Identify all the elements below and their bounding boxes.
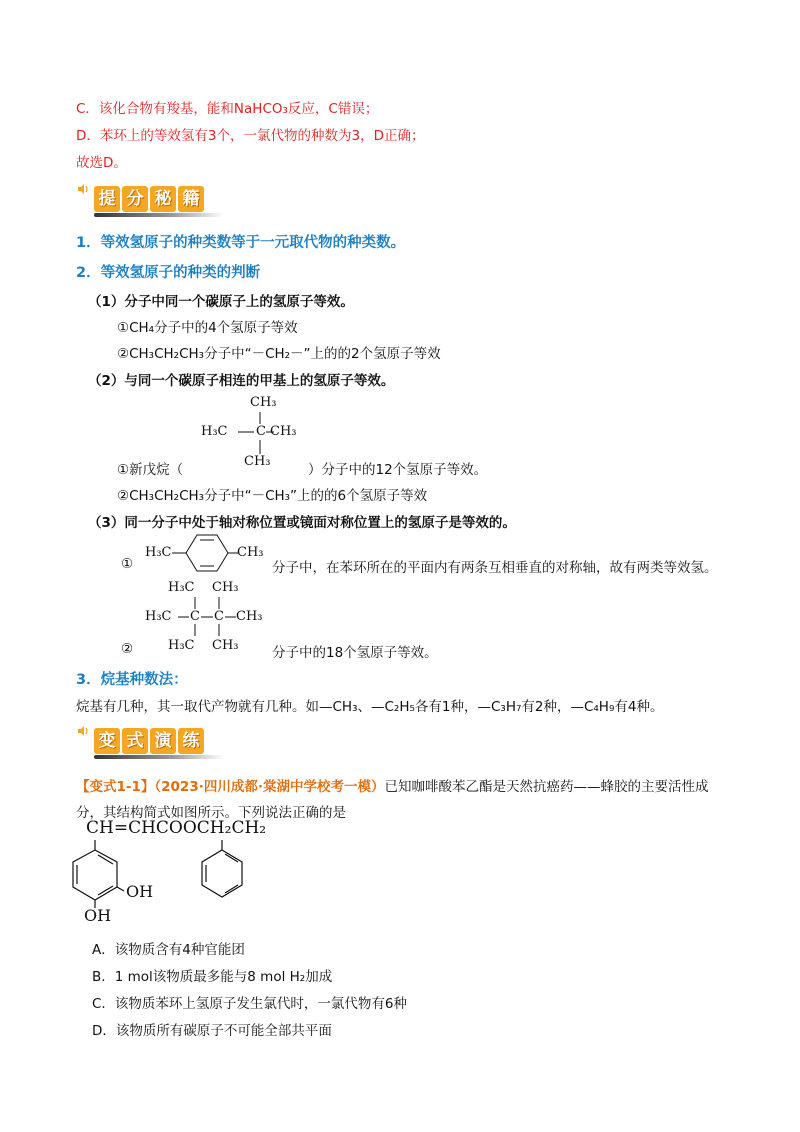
tip-heading-1: 1．等效氢原子的种类数等于一元取代物的种类数。	[76, 235, 406, 251]
speaker-icon	[76, 182, 90, 196]
tip-sub-2b: ②CH₃CH₂CH₃分子中“－CH₃”上的的6个氢原子等效	[117, 488, 428, 504]
question-line-1	[76, 775, 708, 795]
option-c[interactable]: C．该物质苯环上氢原子发生氯代时，一氯代物有6种	[92, 996, 408, 1012]
neopentane-right: CH₃	[270, 424, 297, 439]
neopentane-top: CH₃	[250, 395, 277, 410]
tip-sub-3a-text: 分子中，在苯环所在的平面内有两条互相垂直的对称轴，故有两类等效氢。	[272, 560, 718, 576]
banner-underline	[94, 755, 224, 759]
option-d[interactable]: D．该物质所有碳原子不可能全部共平面	[92, 1023, 332, 1039]
banner-char: 籍	[178, 186, 204, 212]
tip-sub-3: （3）同一分子中处于轴对称位置或镜面对称位置上的氢原子是等效的。	[88, 515, 516, 531]
question-stem-1: 已知咖啡酸苯乙酯是天然抗癌药——蜂胶的主要活性成	[384, 779, 709, 795]
xylene-left: H₃C	[145, 545, 172, 560]
hme-mr: CH₃	[236, 609, 263, 624]
question-source: （2023·四川成都·棠湖中学校考一模）	[154, 779, 385, 795]
question-tag: 【变式1-1】	[76, 779, 155, 795]
option-b[interactable]: B．1 mol该物质最多能与8 mol H₂加成	[92, 969, 333, 985]
neopentane-bonds	[230, 410, 290, 460]
question-stem-2: 分，其结构简式如图所示。下列说法正确的是	[76, 805, 346, 821]
neopentane-center: C	[256, 424, 266, 439]
hme-ll: H₃C	[168, 638, 195, 653]
answer-line-choose: 故选D。	[76, 155, 127, 171]
banner-char: 演	[150, 728, 176, 754]
xylene-right: CH₃	[237, 545, 264, 560]
tip-heading-3-text: 烷基有几种，其一取代产物就有几种。如—CH₃、—C₂H₅各有1种，—C₃H₇有2种，—C₄H₉有4种。	[76, 699, 664, 715]
neopentane-left: H₃C	[201, 424, 228, 439]
tip-sub-3b-num: ②	[121, 641, 134, 657]
hme-ul: H₃C	[168, 580, 195, 595]
cape-chain: CH=CHCOOCH₂CH₂	[86, 818, 267, 838]
banner-char: 式	[122, 728, 148, 754]
hme-lr: CH₃	[212, 638, 239, 653]
hme-c2: C	[214, 609, 224, 624]
section-banner-practice	[76, 722, 226, 756]
answer-line-d: D．苯环上的等效氢有3个，一氯代物的种数为3，D正确；	[76, 128, 425, 144]
tip-sub-3b-text: 分子中的18个氢原子等效。	[272, 645, 438, 661]
tip-sub-1b: ②CH₃CH₂CH₃分子中“－CH₂－”上的的2个氢原子等效	[117, 346, 441, 362]
tip-sub-2a-pre: ①新戊烷（	[117, 462, 184, 478]
banner-char: 变	[94, 728, 120, 754]
hme-c1: C	[190, 609, 200, 624]
neopentane-bottom: CH₃	[244, 454, 271, 469]
tip-sub-1a: ①CH₄分子中的4个氢原子等效	[117, 320, 298, 336]
banner-char: 秘	[150, 186, 176, 212]
cape-oh-1: OH	[126, 882, 154, 901]
hme-ur: CH₃	[212, 580, 239, 595]
tip-sub-3a-num: ①	[121, 556, 134, 572]
answer-line-c: C．该化合物有羧基，能和NaHCO₃反应，C错误；	[76, 101, 379, 117]
tip-heading-3: 3．烷基种数法：	[76, 672, 188, 688]
option-a[interactable]: A．该物质含有4种官能团	[92, 942, 245, 958]
section-banner-tips	[76, 180, 226, 214]
banner-char: 分	[122, 186, 148, 212]
cape-oh-2: OH	[84, 906, 112, 925]
tip-sub-2: （2）与同一个碳原子相连的甲基上的氢原子等效。	[88, 373, 395, 389]
speaker-icon	[76, 724, 90, 738]
tip-sub-1: （1）分子中同一个碳原子上的氢原子等效。	[88, 294, 354, 310]
hme-bonds	[170, 592, 250, 642]
banner-underline	[94, 213, 224, 217]
tip-heading-2: 2．等效氢原子的种类的判断	[76, 265, 261, 281]
banner-char: 练	[178, 728, 204, 754]
banner-char: 提	[94, 186, 120, 212]
xylene-ring	[170, 530, 240, 580]
hme-ml: H₃C	[145, 609, 172, 624]
tip-sub-2a-post: ）分子中的12个氢原子等效。	[308, 462, 488, 478]
